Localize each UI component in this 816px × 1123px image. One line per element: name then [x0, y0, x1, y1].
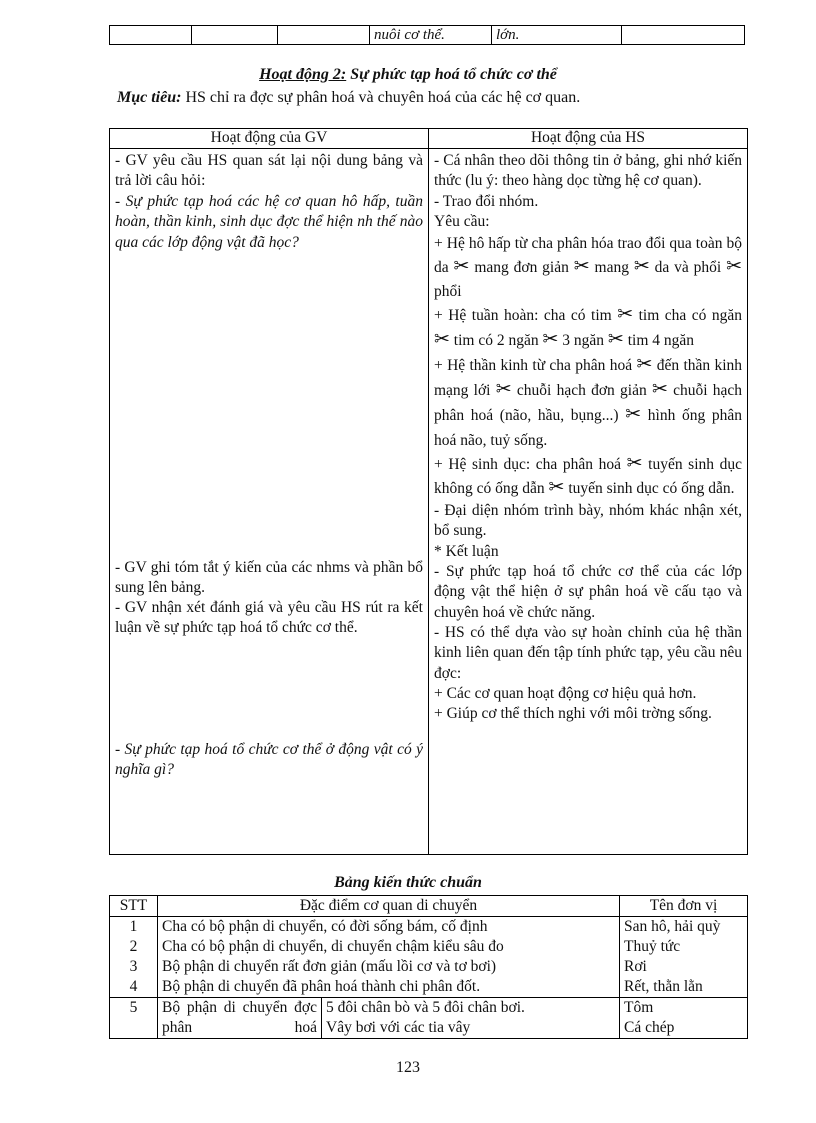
table-cell [278, 26, 370, 45]
knowledge-table [109, 895, 748, 1039]
circulatory-system [434, 304, 742, 353]
text: mang [594, 259, 629, 277]
gv-question: - Sự phức tạp hoá tổ chức cơ thể ở động vật có ý nghĩa gì? [115, 741, 423, 779]
text: + Hệ tuần hoàn: cha có tim [434, 307, 612, 325]
text: da và phổi [654, 259, 722, 277]
scissors-icon: ✂ [453, 256, 470, 278]
text: 3 ngăn [562, 331, 605, 349]
hs-paragraph: + Giúp cơ thể thích nghi với môi trờng sống. [434, 705, 712, 723]
name-cell: San hô, hải quỳ [620, 917, 748, 938]
table-cell [622, 26, 745, 45]
name-cell: Rết, thằn lằn [620, 977, 748, 998]
page-number: 123 [396, 1059, 420, 1076]
scissors-icon: ✂ [548, 477, 565, 499]
hs-paragraph: - Cá nhân theo dõi thông tin ở bảng, ghi nhớ kiến thức (lu ý: theo hàng dọc từng hệ cơ quan). [434, 152, 742, 190]
table-row [110, 957, 748, 977]
stt-cell: 4 [110, 977, 158, 998]
scissors-icon: ✂ [636, 354, 653, 376]
respiratory-system [434, 232, 742, 304]
stt-cell: 5 [110, 998, 158, 1039]
name-cell: Thuỷ tức [620, 937, 748, 957]
section-heading [0, 66, 816, 84]
heading-text: Sự phức tạp hoá tổ chức cơ thể [350, 66, 557, 83]
stt-cell: 3 [110, 957, 158, 977]
name-cell: Rơi [620, 957, 748, 977]
header-gv: Hoạt động của GV [110, 129, 429, 149]
header-name: Tên đơn vị [620, 896, 748, 917]
gv-paragraph: - GV nhận xét đánh giá và yêu cầu HS rút ra kết luận về sự phức tạp hoá tổ chức cơ thể. [115, 599, 423, 637]
text: phổi [434, 283, 462, 301]
name-cell [620, 998, 748, 1039]
stt-cell: 1 [110, 917, 158, 938]
sub-desc: 5 đôi chân bò và 5 đôi chân bơi. [326, 999, 525, 1016]
scissors-icon: ✂ [625, 404, 642, 426]
gv-question: - Sự phức tạp hoá các hệ cơ quan hô hấp, tuần hoàn, thần kinh, sinh dục đợc thể hiện nh thế nào qua các lớp động vật đã học? [115, 193, 423, 251]
text: tim 4 ngăn [627, 331, 695, 349]
hs-paragraph: - Đại diện nhóm trình bày, nhóm khác nhận xét, bổ sung. [434, 502, 742, 540]
text: đến thần kinh mạng lới [434, 357, 743, 400]
scissors-icon: ✂ [626, 453, 643, 475]
hs-paragraph: - Trao đổi nhóm. [434, 192, 539, 210]
text: tuyến sinh dục có ống dẫn. [568, 480, 735, 498]
header-stt: STT [110, 896, 158, 917]
text: tim cha có ngăn [638, 307, 743, 325]
conclusion-label: * Kết luận [434, 542, 499, 560]
sub-desc: Vây bơi với các tia vây [326, 1019, 471, 1036]
reproductive-system [434, 453, 742, 501]
hs-paragraph: - Sự phức tạp hoá tổ chức cơ thể của các lớp động vật thể hiện ở sự phân hoá về cấu tạo và chuyên hoá về chức năng. [434, 563, 742, 621]
scissors-icon: ✂ [607, 328, 624, 350]
name-text: Tôm [624, 999, 654, 1016]
text: chuỗi hạch đơn giản [516, 382, 647, 400]
hs-column [429, 149, 748, 855]
table-cell [192, 26, 278, 45]
text: tim có 2 ngăn [453, 331, 539, 349]
desc-cell: Bộ phận di chuyển rất đơn giản (mấu lồi cơ và tơ bơi) [158, 957, 620, 977]
text: chuỗi hạch phân hoá (não, hầu, bụng...) [434, 382, 743, 425]
heading-label: Hoạt động 2: [259, 66, 347, 83]
text: + Hệ hô hấp từ cha phân hóa trao đổi qua toàn bộ da [434, 235, 742, 277]
scissors-icon: ✂ [434, 328, 450, 350]
objective [117, 89, 580, 107]
text: + Hệ thần kinh từ cha phân hoá [434, 357, 633, 375]
scissors-icon: ✂ [573, 256, 590, 278]
gv-paragraph: - GV yêu cầu HS quan sát lại nội dung bảng và trả lời câu hỏi: [115, 152, 423, 190]
knowledge-table-title: Bảng kiến thức chuẩn [334, 874, 482, 891]
previous-table-bottom-row [109, 25, 745, 45]
scissors-icon: ✂ [542, 328, 559, 350]
objective-text: HS chỉ ra đợc sự phân hoá và chuyên hoá của các hệ cơ quan. [185, 89, 581, 106]
name-text: Cá chép [624, 1019, 675, 1036]
hs-paragraph: - HS có thể dựa vào sự hoàn chỉnh của hệ thần kinh liên quan đến tập tính phức tạp, yêu cầu nêu đợc: [434, 623, 742, 682]
text: + Hệ sinh dục: cha phân hoá [434, 456, 621, 474]
header-hs: Hoạt động của HS [429, 129, 748, 149]
desc-cell: Bộ phận di chuyển đã phân hoá thành chi phân đốt. [158, 977, 620, 998]
table-cell [110, 26, 192, 45]
scissors-icon: ✂ [617, 304, 634, 326]
scissors-icon: ✂ [633, 256, 650, 278]
scissors-icon: ✂ [495, 379, 512, 401]
table-row [110, 977, 748, 998]
stt-cell: 2 [110, 937, 158, 957]
table-cell: nuôi cơ thể. [370, 26, 492, 45]
text: hình ống phân hoá não, tuỷ sống. [434, 407, 743, 450]
text: tuyến sinh dục không có ống dẫn [434, 456, 743, 498]
hs-paragraph: + Các cơ quan hoạt động cơ hiệu quả hơn. [434, 684, 697, 702]
table-row [110, 937, 748, 957]
text: mang đơn giản [474, 259, 569, 277]
gv-paragraph: - GV ghi tóm tắt ý kiến của các nhms và phần bổ sung lên bảng. [115, 559, 423, 597]
table-row [110, 998, 748, 1039]
hs-paragraph: Yêu cầu: [434, 212, 490, 230]
desc-cell: Bộ phận di chuyển đợc phân hoá [158, 998, 322, 1039]
objective-label: Mục tiêu: [117, 89, 182, 106]
desc-cell: Cha có bộ phận di chuyển, có đời sống bám, cố định [158, 917, 620, 938]
header-feature: Đặc điểm cơ quan di chuyển [158, 896, 620, 917]
table-row [110, 917, 748, 938]
nervous-system [434, 353, 742, 453]
scissors-icon: ✂ [651, 379, 668, 401]
sub-desc-cell [322, 998, 620, 1039]
desc-cell: Cha có bộ phận di chuyển, di chuyển chậm kiểu sâu đo [158, 937, 620, 957]
activity-table [109, 128, 748, 855]
table-cell: lớn. [492, 26, 622, 45]
gv-column [110, 149, 429, 855]
scissors-icon: ✂ [726, 256, 743, 278]
